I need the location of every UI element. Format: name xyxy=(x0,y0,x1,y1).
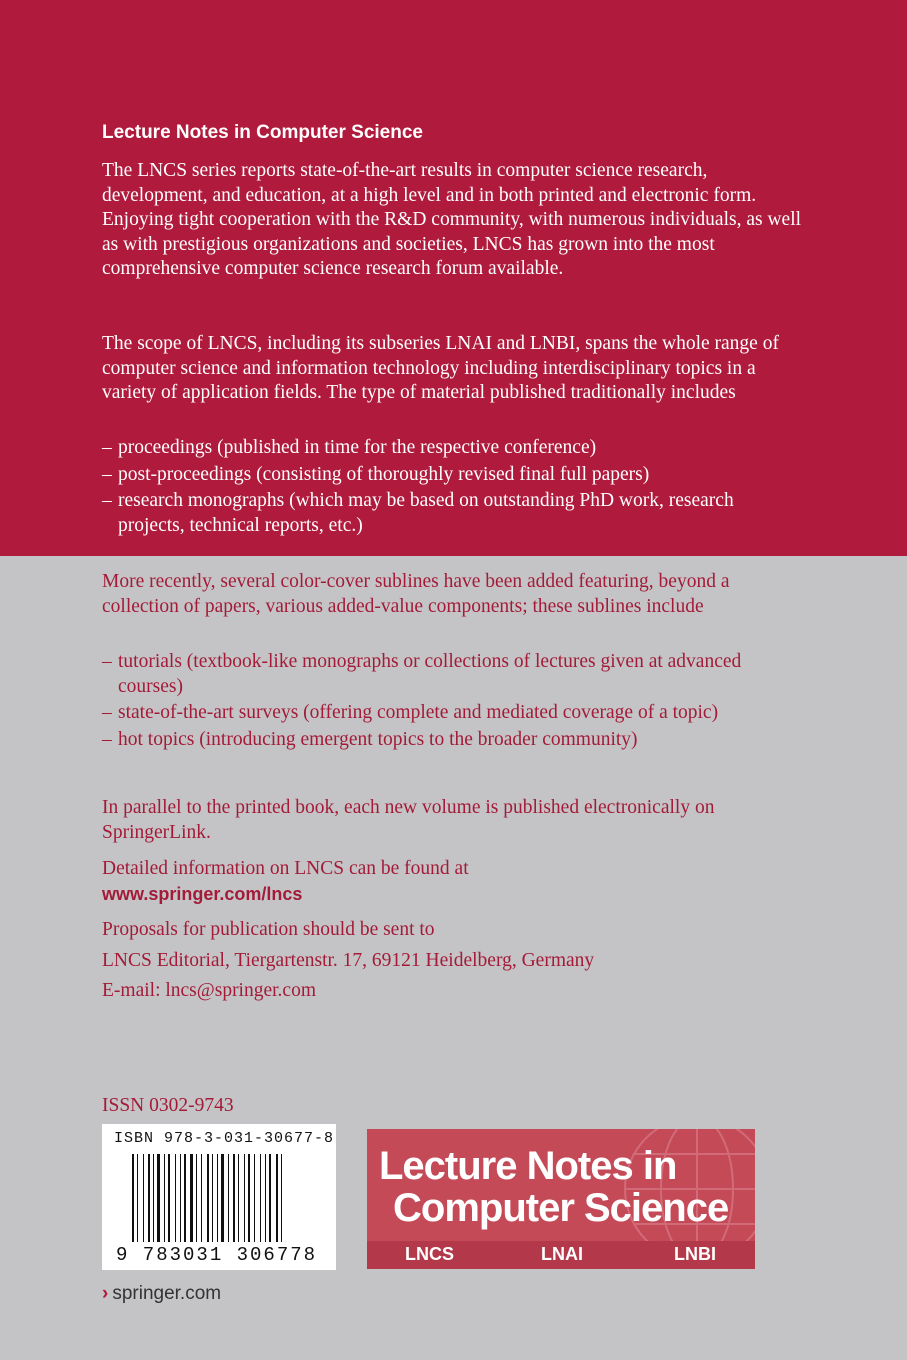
barcode-bar xyxy=(164,1154,165,1242)
barcode-bar xyxy=(233,1154,235,1242)
intro-paragraph: The LNCS series reports state-of-the-art results in computer science research, development, and education, at a high level and in both printed and electronic form. Enjoying tight cooperation with the R&D community, with numerous individuals, as well as with prestigious organizations and societies, LNCS has grown into the most comprehensive computer science research forum available. xyxy=(102,160,802,280)
barcode-bar xyxy=(190,1154,193,1242)
barcode-bar xyxy=(143,1154,144,1242)
barcode-bar xyxy=(201,1154,202,1242)
barcode-bar xyxy=(238,1154,239,1242)
isbn-barcode xyxy=(102,1124,336,1270)
address-text: LNCS Editorial, Tiergartenstr. 17, 69121 Heidelberg, Germany xyxy=(102,950,595,971)
barcode-bar xyxy=(168,1154,170,1242)
barcode-number: 9 783031 306778 xyxy=(116,1244,318,1266)
logo-lnbi: LNBI xyxy=(674,1244,716,1264)
barcode-bar xyxy=(180,1154,181,1242)
barcode-bar xyxy=(157,1154,160,1242)
barcode-bar xyxy=(276,1154,278,1242)
sublines-paragraph: More recently, several color-cover sublines have been added featuring, beyond a collection of papers, various added-value components; these sublines include xyxy=(102,571,730,617)
barcode-bar xyxy=(184,1154,186,1242)
barcode-bar xyxy=(281,1154,282,1242)
barcode-bar xyxy=(137,1154,138,1242)
barcode-bar xyxy=(269,1154,271,1242)
website-link[interactable]: www.springer.com/lncs xyxy=(102,884,303,904)
issn-text: ISSN 0302-9743 xyxy=(102,1095,234,1116)
logo-title: Lecture Notes in Computer Science xyxy=(379,1144,729,1230)
barcode-bar xyxy=(212,1154,213,1242)
barcode-bar xyxy=(153,1154,154,1242)
scope-paragraph: The scope of LNCS, including its subseries LNAI and LNBI, spans the whole range of computer science and information technology including interdisciplinary topics in a variety of application fields. The type of material published traditionally includes xyxy=(102,333,779,404)
list-item: – tutorials (textbook-like monographs or collections of lectures given at advanced courses) xyxy=(102,651,742,697)
email-text: E-mail: lncs@springer.com xyxy=(102,980,316,1001)
barcode-bar xyxy=(207,1154,209,1242)
list-item: – post-proceedings (consisting of thoroughly revised final full papers) xyxy=(102,463,650,485)
lncs-logo xyxy=(367,1129,755,1269)
detailed-info: Detailed information on LNCS can be found at xyxy=(102,858,469,879)
barcode-bar xyxy=(254,1154,255,1242)
barcode-bar xyxy=(217,1154,218,1242)
barcode-bar xyxy=(228,1154,229,1242)
barcode-bar xyxy=(260,1154,261,1242)
barcode-bar xyxy=(148,1154,150,1242)
series-heading: Lecture Notes in Computer Science xyxy=(102,122,423,143)
list-item: – proceedings (published in time for the respective conference) xyxy=(102,437,597,458)
list-item: – state-of-the-art surveys (offering complete and mediated coverage of a topic) xyxy=(102,702,719,724)
list-item: – hot topics (introducing emergent topics to the broader community) xyxy=(102,728,638,750)
barcode-bar xyxy=(221,1154,224,1242)
barcode-bar xyxy=(248,1154,250,1242)
parallel-paragraph: In parallel to the printed book, each new volume is published electronically on SpringerLink. xyxy=(102,797,715,843)
chevron-right-icon: › xyxy=(102,1283,109,1304)
barcode-bar xyxy=(132,1154,134,1242)
proposals-text: Proposals for publication should be sent to xyxy=(102,919,435,940)
springer-link[interactable]: › springer.com xyxy=(102,1283,222,1304)
barcode-bar xyxy=(196,1154,197,1242)
barcode-bar xyxy=(244,1154,245,1242)
subline-list xyxy=(102,650,802,754)
material-list xyxy=(102,436,802,540)
list-item: – research monographs (which may be based on outstanding PhD work, research projects, technical reports, etc.) xyxy=(102,490,734,536)
logo-lncs: LNCS xyxy=(405,1244,454,1264)
barcode-bar xyxy=(175,1154,176,1242)
logo-lnai: LNAI xyxy=(541,1244,583,1264)
barcode-bar xyxy=(265,1154,266,1242)
isbn-text: ISBN 978-3-031-30677-8 xyxy=(114,1130,335,1147)
top-red-band xyxy=(0,0,907,556)
